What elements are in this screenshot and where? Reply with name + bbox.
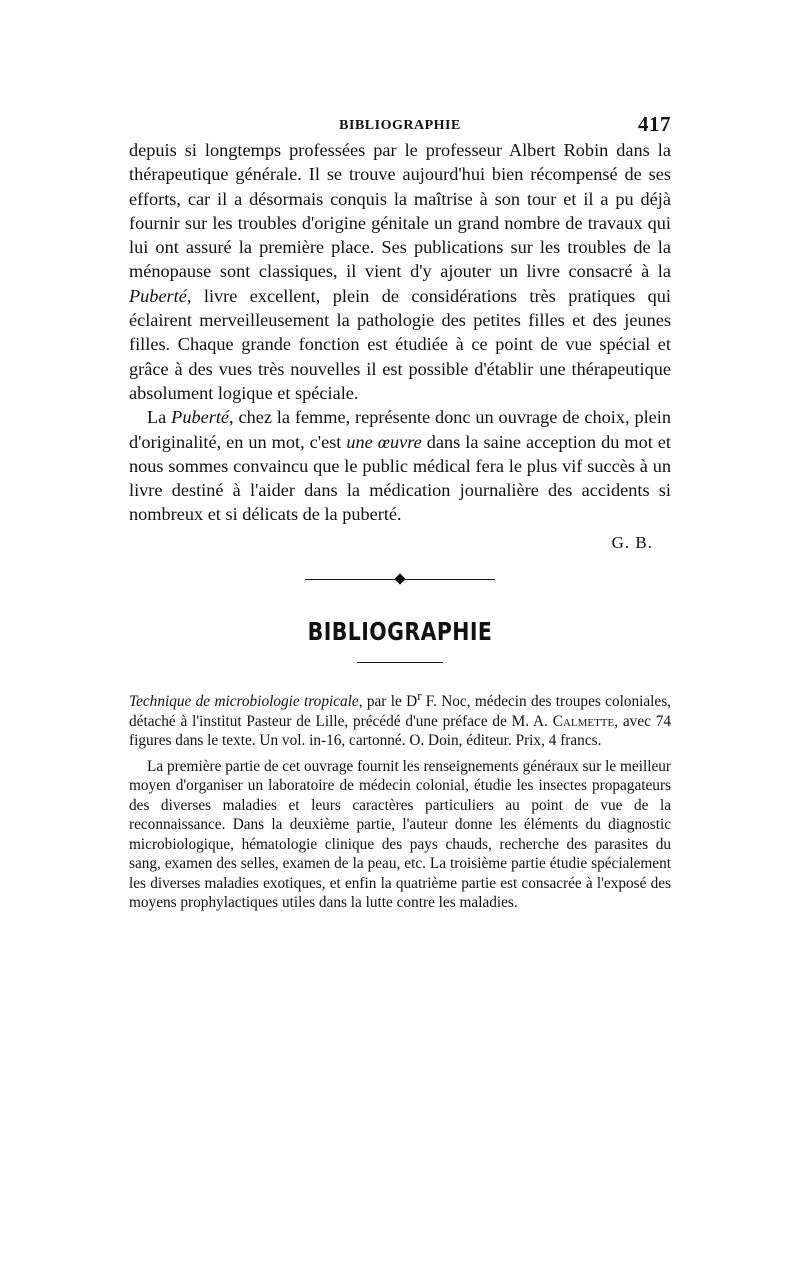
section-divider-ornament [305, 573, 495, 587]
paragraph-1-text: depuis si longtemps professées par le professeur Albert Robin dans la thérapeutique générale. Il se trouve aujourd'hui bien récompensé de ses efforts, car il a désormais conquis la maîtrise à son tour et il a pu déjà fournir sur les troubles d'origine génitale un grand nombre de travaux qui lui ont assuré la première place. Ses publications sur les troubles de la ménopause sont classiques, il vient d'y ajouter un livre consacré à la [129, 140, 671, 282]
review-entry-part-2: F. Noc, médecin des troupes coloniales, détaché à l'institut Pasteur de Lille, précédé d'une préface de M. A. [129, 693, 671, 730]
title-rule [357, 662, 443, 664]
page-number: 417 [638, 112, 671, 136]
running-header [129, 112, 671, 138]
paragraph-2-italic-2: une œuvre [346, 431, 422, 452]
paragraph-2-italic-1: Puberté [171, 407, 230, 428]
book-page [129, 112, 671, 913]
paragraph-2-end: dans la saine acception du mot et nous sommes convaincu que le public médical fera le plus vif succès à un livre destiné à l'aider dans la médication journalière des accidents si nombreux et si délicats de la puberté. [129, 431, 671, 525]
article-body [129, 138, 671, 553]
review-entry-superscript: r [417, 689, 422, 704]
article-paragraph-2 [129, 405, 671, 526]
review-entry-part-1: , par le D [358, 693, 418, 711]
section-title: BIBLIOGRAPHIE [307, 616, 493, 646]
review-summary: La première partie de cet ouvrage fournit les renseignements généraux sur le meilleur moyen d'organiser un laboratoire de médecin colonial, étudie les insectes propagateurs des diverses maladies et leurs caractères particuliers au point de vue de la reconnaissance. Dans la deuxième partie, l'auteur donne les éléments du diagnostic microbiologique, hématologie clinique des pays chauds, recherche des parasites du sang, examen des selles, examen de la peau, etc. La troisième partie étudie spécialement les diverses maladies exotiques, et enfin la quatrième partie est consacrée à l'exposé des moyens prophylactiques utiles dans la lutte contre les maladies. [129, 757, 671, 912]
review-book-title: Technique de microbiologie tropicale [129, 693, 359, 711]
book-review [129, 687, 671, 913]
paragraph-1-italic: Puberté [129, 285, 187, 306]
running-title: BIBLIOGRAPHIE [339, 118, 461, 133]
review-entry-smallcaps: Calmette [552, 712, 615, 730]
paragraph-2-mid: , chez la femme, représente donc un ouvrage de choix, plein d'originalité, en un mot, c'est [129, 407, 672, 452]
author-signature: G. B. [611, 532, 653, 552]
paragraph-2-start: La [147, 407, 172, 428]
article-paragraph-1 [129, 138, 671, 405]
paragraph-1-end: , livre excellent, plein de considérations très pratiques qui éclairent merveilleusement la pathologie des petites filles et des jeunes filles. Chaque grande fonction est étudiée à ce point de vue spécial et grâce à des vues très nouvelles il est possible d'établir une thérapeutique absolument logique et spéciale. [129, 285, 671, 403]
review-entry-part-3: , avec 74 figures dans le texte. Un vol. in-16, cartonné. O. Doin, éditeur. Prix, 4 francs. [129, 712, 671, 750]
review-entry [129, 687, 671, 751]
diamond-icon [394, 573, 405, 584]
